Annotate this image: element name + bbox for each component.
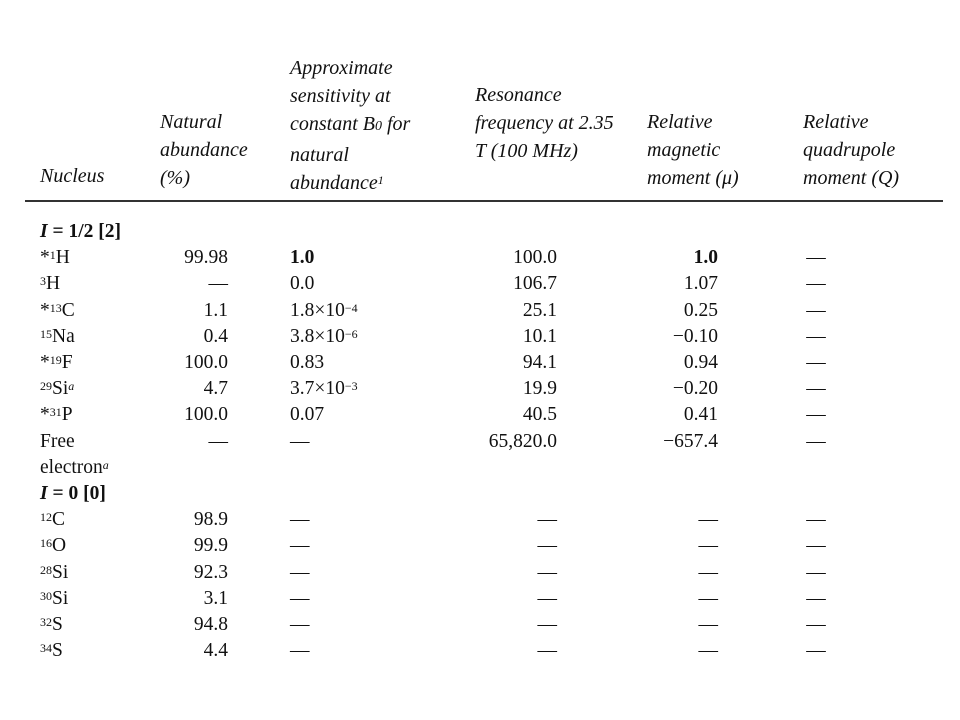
header-sensitivity: Approximate sensitivity at constant B0 for natural abundance$^1$ [290,57,411,194]
cell-sensitivity: $1.8\times 10^{-4}$ [290,299,358,321]
cell-quad: — [806,587,826,609]
cell-mag: 1.0 [693,247,718,269]
cell-mag: — [698,587,718,609]
cell-mag: — [698,535,718,557]
cell-mag: — [698,614,718,635]
cell-nucleus: *$^{31}$P [40,404,73,426]
header-rule [25,200,943,202]
cell-quad: — [806,247,826,269]
cell-sensitivity: 1.0 [290,247,315,269]
cell-mag: −657.4 [663,430,718,452]
cell-quad: — [806,299,826,321]
cell-sensitivity: — [290,587,310,609]
cell-abundance: 94.8 [193,614,228,635]
cell-nucleus: $^{15}$Na [40,325,75,347]
cell-abundance: — [208,273,228,295]
cell-frequency: 19.9 [522,378,557,400]
cell-frequency: 94.1 [522,352,557,373]
cell-mag: 0.94 [683,352,718,373]
header-frequency: Resonance frequency at 2.35 T (100 MHz) [475,84,614,162]
header-quad-moment: Relative quadrupole moment (Q) [803,111,900,189]
cell-quad: — [806,614,826,635]
cell-nucleus: *$^{19}$F [40,352,73,373]
cell-frequency: 106.7 [513,273,557,295]
cell-nucleus: $^{12}$C [40,509,66,531]
cell-abundance: 92.3 [193,561,228,583]
cell-abundance: 99.98 [184,247,228,269]
cell-frequency: — [537,561,557,583]
cell-quad: — [806,640,826,662]
cell-nucleus: $^3$H [40,273,61,295]
cell-frequency: 65,820.0 [488,430,557,452]
cell-abundance: 0.4 [203,325,228,347]
cell-nucleus: $^{30}$Si [40,587,69,609]
header-mag-moment: Relative magnetic moment (μ) [647,111,739,189]
cell-sensitivity: — [290,509,310,531]
header-abundance: Natural abundance (%) [160,111,248,189]
cell-mag: −0.20 [672,378,718,400]
cell-quad: — [806,430,826,452]
header-nucleus: Nucleus [40,165,105,187]
cell-nucleus: *$^{13}$C [40,299,75,321]
cell-sensitivity: 0.07 [290,404,325,426]
cell-quad: — [806,535,826,557]
cell-mag: 0.41 [683,404,718,426]
cell-quad: — [806,509,826,531]
cell-frequency: — [537,587,557,609]
cell-frequency: — [537,640,557,662]
cell-sensitivity: — [290,614,310,635]
cell-abundance: — [208,430,228,452]
cell-sensitivity: — [290,535,310,557]
cell-quad: — [806,352,826,373]
cell-mag: — [698,509,718,531]
cell-frequency: 100.0 [513,247,557,269]
cell-frequency: 40.5 [522,404,557,426]
cell-quad: — [806,378,826,400]
cell-mag: 0.25 [683,299,718,321]
cell-nucleus: $^{34}$S [40,640,63,662]
cell-sensitivity: — [290,430,310,452]
group-label: I = 0 [0] [40,483,106,504]
cell-nucleus: Free electron$^a$ [40,430,109,478]
cell-abundance: 100.0 [184,404,228,426]
cell-frequency: — [537,614,557,635]
cell-nucleus: $^{28}$Si [40,561,69,583]
cell-nucleus: $^{16}$O [40,535,67,557]
cell-abundance: 3.1 [203,587,228,609]
cell-quad: — [806,273,826,295]
cell-abundance: 4.7 [203,378,228,400]
cell-abundance: 100.0 [184,352,228,373]
cell-nucleus: $^{32}$S [40,614,63,635]
cell-sensitivity: $3.8\times 10^{-6}$ [290,325,358,347]
group-label: I = 1/2 [2] [40,221,121,242]
cell-mag: — [698,640,718,662]
cell-frequency: 10.1 [522,325,557,347]
cell-mag: — [698,561,718,583]
cell-quad: — [806,561,826,583]
cell-quad: — [806,404,826,426]
cell-frequency: 25.1 [522,299,557,321]
cell-abundance: 98.9 [193,509,228,531]
cell-abundance: 4.4 [203,640,228,662]
cell-sensitivity: $3.7\times 10^{-3}$ [290,378,358,400]
cell-frequency: — [537,509,557,531]
cell-abundance: 1.1 [203,299,228,321]
cell-sensitivity: 0.83 [290,352,325,373]
cell-mag: 1.07 [683,273,718,295]
cell-nucleus: *$^1$H [40,247,70,269]
cell-nucleus: $^{29}$Si$^a$ [40,378,75,400]
cell-abundance: 99.9 [193,535,228,557]
cell-sensitivity: — [290,640,310,662]
cell-mag: −0.10 [672,325,718,347]
cell-quad: — [806,325,826,347]
cell-frequency: — [537,535,557,557]
cell-sensitivity: 0.0 [290,273,315,295]
cell-sensitivity: — [290,561,310,583]
